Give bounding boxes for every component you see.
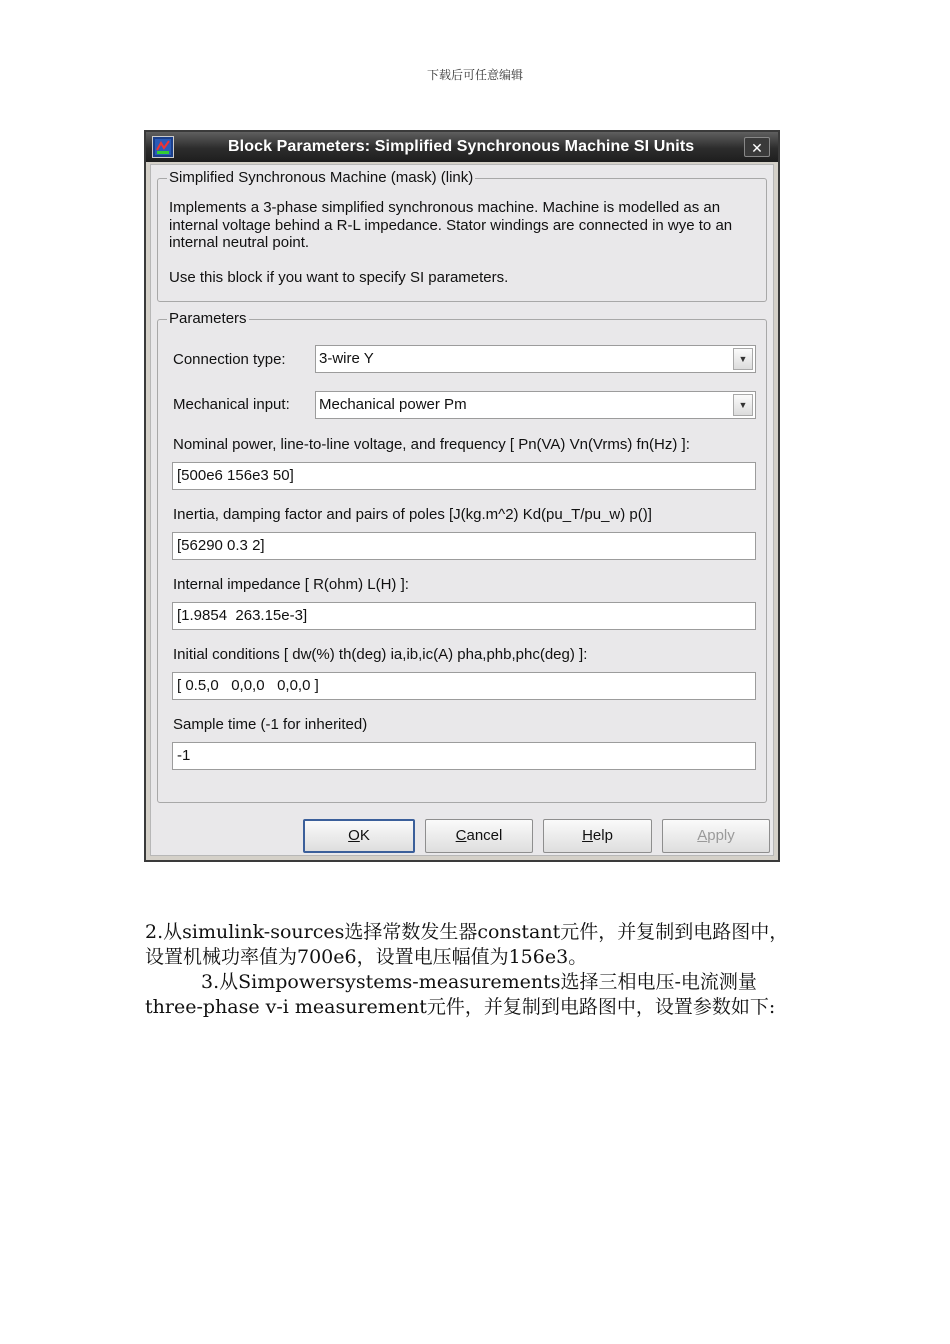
ok-button[interactable]: OK (303, 819, 415, 853)
mechanical-input-label: Mechanical input: (173, 396, 290, 413)
sample-time-field[interactable]: -1 (172, 742, 756, 770)
page-header: 下载后可任意编辑 (426, 68, 523, 82)
mechanical-input-select[interactable] (315, 391, 756, 419)
inertia-label: Inertia, damping factor and pairs of poles [J(kg.m^2) Kd(pu_T/pu_w) p()] (173, 506, 652, 523)
simulink-block-icon (152, 136, 174, 158)
sample-time-label: Sample time (-1 for inherited) (173, 716, 368, 733)
cancel-button[interactable]: Cancel (425, 819, 533, 853)
impedance-field[interactable]: [1.9854 263.15e-3] (172, 602, 756, 630)
block-parameters-dialog (144, 130, 780, 862)
help-button[interactable]: Help (543, 819, 652, 853)
dialog-client-area (150, 164, 774, 856)
step3-first-line: 3.从Simpowersystems-measurements选择三相电压-电流测量 (201, 971, 757, 993)
initial-conditions-label: Initial conditions [ dw(%) th(deg) ia,ib,ic(A) pha,phb,phc(deg) ]: (173, 646, 588, 663)
mask-description: Implements a 3-phase simplified synchronous machine. Machine is modelled as an internal voltage behind a R-L impedance. Stator windings are connected in wye to an internal neutral point. (169, 199, 733, 251)
dialog-titlebar[interactable] (146, 132, 778, 162)
chevron-down-icon[interactable]: ▼ (733, 394, 753, 416)
close-button[interactable]: ✕ (744, 137, 770, 157)
initial-conditions-field[interactable]: [ 0.5,0 0,0,0 0,0,0 ] (172, 672, 756, 700)
dialog-title: Block Parameters: Simplified Synchronous Machine SI Units (228, 138, 695, 155)
mask-usage-note: Use this block if you want to specify SI parameters. (169, 269, 509, 286)
mechanical-input-value: Mechanical power Pm (319, 396, 467, 413)
nominal-field[interactable]: [500e6 156e3 50] (172, 462, 756, 490)
body-paragraph-step3 (145, 970, 805, 1020)
chevron-down-icon[interactable]: ▼ (733, 348, 753, 370)
connection-type-select[interactable] (315, 345, 756, 373)
connection-type-label: Connection type: (173, 351, 286, 368)
connection-type-value: 3-wire Y (319, 350, 374, 367)
apply-button[interactable]: Apply (662, 819, 770, 853)
mask-group-legend[interactable]: Simplified Synchronous Machine (mask) (link) (169, 169, 474, 186)
impedance-label: Internal impedance [ R(ohm) L(H) ]: (173, 576, 409, 593)
body-paragraph-step2: 2.从simulink-sources选择常数发生器constant元件，并复制到电路图中，设置机械功率值为700e6，设置电压幅值为156e3。 (145, 921, 789, 968)
inertia-field[interactable]: [56290 0.3 2] (172, 532, 756, 560)
step3-rest: three-phase v-i measurement元件，并复制到电路图中，设置参数如下: (145, 996, 776, 1018)
mask-description-group (157, 169, 767, 302)
parameters-group-legend: Parameters (169, 310, 247, 327)
nominal-label: Nominal power, line-to-line voltage, and frequency [ Pn(VA) Vn(Vrms) fn(Hz) ]: (173, 436, 690, 453)
parameters-group (157, 310, 767, 803)
